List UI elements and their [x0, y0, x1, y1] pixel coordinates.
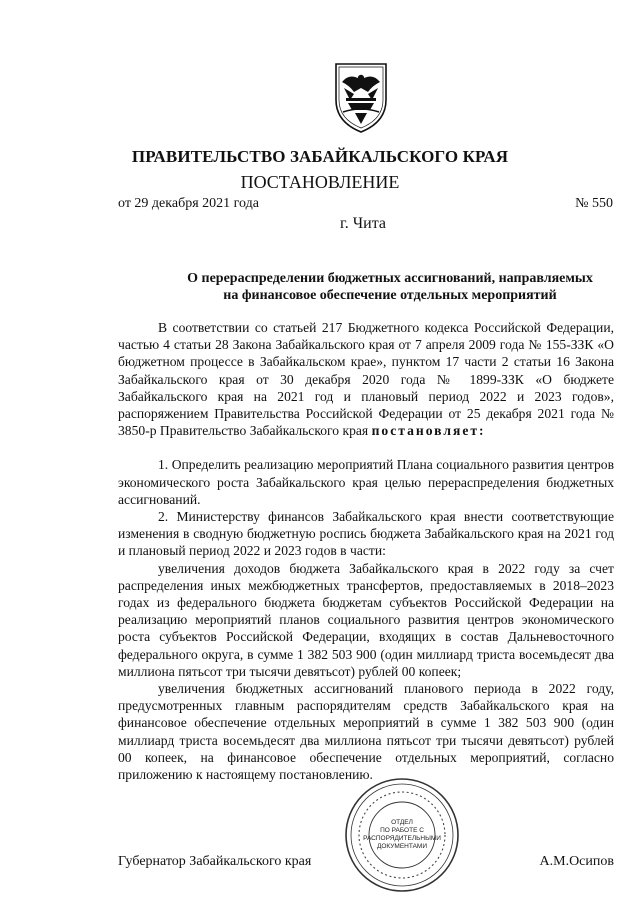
document-number: № 550	[575, 196, 613, 211]
stamp-center-text	[343, 776, 461, 894]
signatory-name: А.М.Осипов	[539, 854, 614, 869]
document-body	[118, 319, 614, 783]
item-1-paragraph: 1. Определить реализацию мероприятий Плана социального развития центров экономического роста Забайкальского края целью перераспределения бюджетных ассигнований.	[118, 457, 614, 507]
sub-item-1-paragraph: увеличения доходов бюджета Забайкальского края в 2022 году за счет распределения иных межбюджетных трансфертов, предоставляемых в 2018–2023 годах из федерального бюджета бюджетам субъектов Российской Федерации на реализацию мероприятий планов социального развития центров экономического роста субъектов Российской Федерации, входящих в состав Дальневосточного федерального округа, в сумме 1 382 503 900 (один миллиард триста восемьдесят два миллиона пятьсот три тысячи девятьсот) рублей 00 копеек;	[118, 560, 614, 679]
sub-item-2-paragraph: увеличения бюджетных ассигнований планового периода в 2022 году, предусмотренных главным распорядителям средств Забайкальского края на финансовое обеспечение отдельных мероприятий в сумме 1 382 503 900 (один миллиард триста восемьдесят два миллиона пятьсот три тысячи девятьсот) рублей 00 копеек, на финансовое обеспечение отдельных мероприятий, согласно приложению к настоящему постановлению.	[118, 681, 614, 783]
stamp-line-4: ДОКУМЕНТАМИ	[376, 843, 428, 850]
document-city: г. Чита	[339, 215, 386, 232]
official-stamp	[343, 776, 461, 894]
subject-line-2: на финансовое обеспечение отдельных мероприятий	[223, 288, 557, 303]
item-2-paragraph: 2. Министерству финансов Забайкальского края внести соответствующие изменения в сводную бюджетную роспись бюджета Забайкальского края на 2021 год и плановый период 2022 и 2023 годов в части:	[118, 509, 614, 559]
document-date: от 29 декабря 2021 года	[118, 196, 259, 211]
intro-text: В соответствии со статьей 217 Бюджетного кодекса Российской Федерации, частью 4 статьи 28 Закона Забайкальского края от 7 апреля 2009 года № 155-ЗЗК «О бюджетном процессе в Забайкальском крае», пунктом 17 части 2 статьи 16 Закона Забайкальского края от 30 декабря 2020 года № 1899-ЗЗК «О бюджете Забайкальского края на 2021 год и плановый период 2022 и 2023 годов», распоряжением Правительства Российской Федерации от 25 декабря 2021 года № 3850-р Правительство Забайкальского края	[118, 320, 614, 439]
signatory-title: Губернатор Забайкальского края	[118, 854, 312, 869]
coat-of-arms-icon	[330, 60, 392, 134]
government-title: ПРАВИТЕЛЬСТВО ЗАБАЙКАЛЬСКОГО КРАЯ	[131, 147, 509, 166]
stamp-line-1: ОТДЕЛ	[391, 819, 413, 826]
subject-line-1: О перераспределении бюджетных ассигнований, направляемых	[187, 271, 593, 286]
stamp-line-2: ПО РАБОТЕ С	[380, 827, 424, 834]
decree-colon: :	[479, 423, 484, 439]
document-subject	[110, 270, 640, 304]
stamp-line-3: РАСПОРЯДИТЕЛЬНЫМИ	[363, 835, 441, 842]
document-type: ПОСТАНОВЛЕНИЕ	[240, 172, 400, 192]
intro-paragraph	[118, 319, 614, 439]
decree-word: постановляет	[371, 423, 480, 439]
